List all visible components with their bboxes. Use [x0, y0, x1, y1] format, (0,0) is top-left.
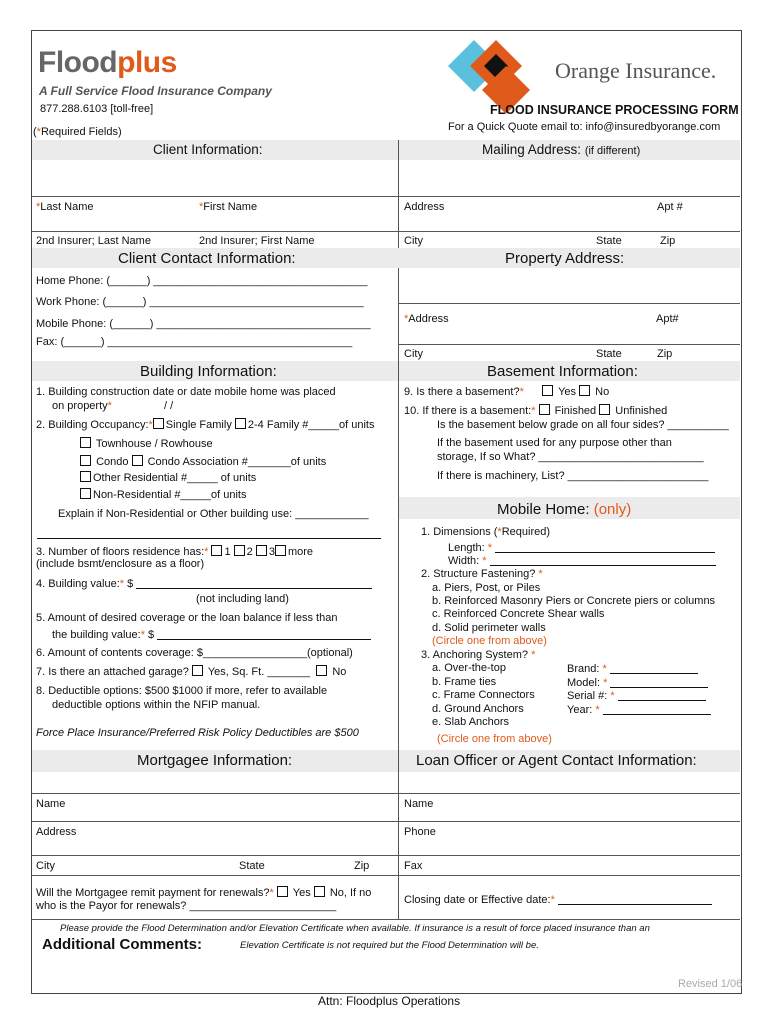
revised-date: Revised 1/06	[678, 978, 743, 990]
remit-no-checkbox[interactable]	[314, 886, 325, 897]
townhouse-checkbox[interactable]	[80, 437, 91, 448]
q8-deductible-note: deductible options within the NFIP manual.	[52, 699, 261, 711]
q1-date-field[interactable]: / /	[164, 400, 174, 412]
serial-field[interactable]: Serial #: *	[567, 689, 706, 702]
non-residential-option: Non-Residential #_____of units	[80, 488, 247, 501]
basement-purpose-field[interactable]: storage, If so What? ___________________________	[437, 451, 704, 463]
floors-2-checkbox[interactable]	[234, 545, 245, 556]
year-field[interactable]: Year: *	[567, 703, 711, 716]
fastening-option-d[interactable]: d. Solid perimeter walls	[432, 622, 546, 634]
mortgagee-address-label: Address	[36, 826, 77, 838]
form-title: FLOOD INSURANCE PROCESSING FORM	[490, 103, 739, 117]
mailing-address-label: Address	[404, 201, 445, 213]
dimensions-label: 1. Dimensions (*Required)	[421, 526, 551, 538]
floors-more-checkbox[interactable]	[275, 545, 286, 556]
anchoring-option-e[interactable]: e. Slab Anchors	[432, 716, 510, 728]
q3-floors: 3. Number of floors residence has:* 1 2 3 more	[36, 546, 314, 558]
unfinished-checkbox[interactable]	[599, 404, 610, 415]
q10-basement-type: 10. If there is a basement:* Finished Unfinished	[404, 405, 668, 417]
client-information-heading: Client Information:	[153, 142, 263, 157]
floodplus-logo: Floodplus	[38, 46, 177, 79]
floors-3-checkbox[interactable]	[256, 545, 267, 556]
mortgagee-heading: Mortgagee Information:	[137, 752, 293, 769]
elevation-note: Elevation Certificate is not required but the Flood Determination will be.	[240, 940, 539, 951]
mortgagee-remit-question: Will the Mortgagee remit payment for renewals?* Yes No, If no	[36, 887, 372, 899]
mortgagee-name-label: Name	[36, 798, 66, 810]
q2-occupancy: 2. Building Occupancy:* Single Family 2-4 Family #_____of units	[36, 419, 375, 431]
anchoring-option-a[interactable]: a. Over-the-top	[432, 662, 506, 674]
mobile-home-heading: Mobile Home: (only)	[497, 501, 632, 518]
additional-comments-heading: Additional Comments:	[42, 936, 202, 953]
q7-garage: 7. Is there an attached garage? Yes, Sq. Ft. _______ No	[36, 666, 347, 678]
q5-coverage: 5. Amount of desired coverage or the loan balance if less than	[36, 612, 338, 624]
two-four-family-checkbox[interactable]	[235, 418, 246, 429]
width-field[interactable]: Width: *	[448, 554, 716, 567]
q1-on-property: on property*	[52, 400, 112, 412]
length-field[interactable]: Length: *	[448, 541, 715, 554]
remit-yes-checkbox[interactable]	[277, 886, 288, 897]
fastening-option-a[interactable]: a. Piers, Post, or Piles	[432, 582, 541, 594]
q1-construction-date: 1. Building construction date or date mobile home was placed	[36, 386, 336, 398]
closing-date-field[interactable]: Closing date or Effective date:*	[404, 893, 712, 906]
single-family-checkbox[interactable]	[153, 418, 164, 429]
documents-note: Please provide the Flood Determination and/or Elevation Certificate when available. If insurance is a result of force placed insurance than an	[60, 923, 650, 934]
mailing-apt-label: Apt #	[657, 201, 683, 213]
mortgagee-zip-label: Zip	[354, 860, 370, 872]
basement-no-checkbox[interactable]	[579, 385, 590, 396]
insurer2-last-label: 2nd Insurer; Last Name	[36, 235, 151, 247]
circle-one-note-2: (Circle one from above)	[437, 733, 552, 745]
fastening-option-b[interactable]: b. Reinforced Masonry Piers or Concrete piers or columns	[432, 595, 716, 607]
q5-building-value: the building value:* $	[52, 628, 371, 641]
mailing-address-heading: Mailing Address: (if different)	[482, 142, 641, 157]
townhouse-option: Townhouse / Rowhouse	[80, 437, 213, 450]
brand-field[interactable]: Brand: *	[567, 662, 698, 675]
fastening-option-c[interactable]: c. Reinforced Concrete Shear walls	[432, 608, 605, 620]
phone: 877.288.6103 [toll-free]	[40, 103, 154, 115]
quick-quote: For a Quick Quote email to: info@insuredbyorange.com	[448, 121, 721, 133]
tagline: A Full Service Flood Insurance Company	[39, 84, 272, 98]
basement-yes-checkbox[interactable]	[542, 385, 553, 396]
mobile-phone-field[interactable]: Mobile Phone: (______) ___________________________________	[36, 318, 371, 330]
property-address-heading: Property Address:	[505, 250, 625, 267]
model-field[interactable]: Model: *	[567, 676, 708, 689]
fax-field[interactable]: Fax: (______) ________________________________________	[36, 336, 353, 348]
property-state-label: State	[596, 348, 622, 360]
q8-deductible: 8. Deductible options: $500 $1000 if more, refer to available	[36, 685, 328, 697]
condo-checkbox[interactable]	[80, 455, 91, 466]
circle-one-note-1: (Circle one from above)	[432, 635, 547, 647]
additional-comments-field[interactable]	[36, 958, 736, 988]
mortgagee-city-label: City	[36, 860, 55, 872]
property-city-label: City	[404, 348, 423, 360]
client-contact-heading: Client Contact Information:	[118, 250, 296, 267]
property-apt-label: Apt#	[656, 313, 679, 325]
other-residential-checkbox[interactable]	[80, 471, 91, 482]
building-value-field[interactable]	[136, 577, 372, 589]
machinery-field[interactable]: If there is machinery, List? _______________________	[437, 470, 709, 482]
last-name-label: *Last Name	[36, 201, 94, 213]
fastening-label: 2. Structure Fastening? *	[421, 568, 543, 580]
condo-option: Condo Condo Association #_______of units	[80, 455, 326, 468]
q9-basement: 9. Is there a basement?* Yes No	[404, 386, 610, 398]
property-address-label: *Address	[404, 313, 449, 325]
mortgagee-state-label: State	[239, 860, 265, 872]
payor-field[interactable]: who is the Payor for renewals? ________________________	[36, 900, 337, 912]
q4-building-value: 4. Building value:* $	[36, 577, 372, 590]
anchoring-option-d[interactable]: d. Ground Anchors	[432, 703, 524, 715]
work-phone-field[interactable]: Work Phone: (______) ___________________________________	[36, 296, 364, 308]
explain-use-field[interactable]: Explain if Non-Residential or Other building use: ____________	[58, 508, 369, 520]
other-residential-option: Other Residential #_____ of units	[80, 471, 256, 484]
condo-association-checkbox[interactable]	[132, 455, 143, 466]
non-residential-checkbox[interactable]	[80, 488, 91, 499]
q6-contents[interactable]: 6. Amount of contents coverage: $_________________(optional)	[36, 647, 353, 659]
basement-information-heading: Basement Information:	[487, 363, 638, 380]
floors-1-checkbox[interactable]	[211, 545, 222, 556]
anchoring-option-c[interactable]: c. Frame Connectors	[432, 689, 535, 701]
loan-fax-label: Fax	[404, 860, 423, 872]
loan-name-label: Name	[404, 798, 434, 810]
q3-note: (include bsmt/enclosure as a floor)	[36, 558, 205, 570]
insurer2-first-label: 2nd Insurer; First Name	[199, 235, 315, 247]
q4-note: (not including land)	[196, 593, 289, 605]
attn-line: Attn: Floodplus Operations	[318, 994, 461, 1008]
property-zip-label: Zip	[657, 348, 673, 360]
coverage-amount-field[interactable]	[157, 628, 371, 640]
anchoring-option-b[interactable]: b. Frame ties	[432, 676, 497, 688]
below-grade-field[interactable]: Is the basement below grade on all four sides? __________	[437, 419, 729, 431]
garage-no-checkbox[interactable]	[316, 665, 327, 676]
loan-officer-heading: Loan Officer or Agent Contact Information:	[416, 752, 697, 769]
building-information-heading: Building Information:	[140, 363, 277, 380]
required-note: (*Required Fields)	[33, 126, 122, 138]
loan-phone-label: Phone	[404, 826, 436, 838]
mailing-city-label: City	[404, 235, 423, 247]
home-phone-field[interactable]: Home Phone: (______) ___________________________________	[36, 275, 368, 287]
mailing-zip-label: Zip	[660, 235, 676, 247]
orange-insurance-brand: Orange Insurance.	[555, 58, 717, 83]
basement-purpose: If the basement used for any purpose other than	[437, 437, 672, 449]
garage-yes-checkbox[interactable]	[192, 665, 203, 676]
force-place-note: Force Place Insurance/Preferred Risk Policy Deductibles are $500	[36, 727, 359, 739]
anchoring-label: 3. Anchoring System? *	[421, 649, 536, 661]
finished-checkbox[interactable]	[539, 404, 550, 415]
first-name-label: *First Name	[199, 201, 258, 213]
mailing-state-label: State	[596, 235, 622, 247]
